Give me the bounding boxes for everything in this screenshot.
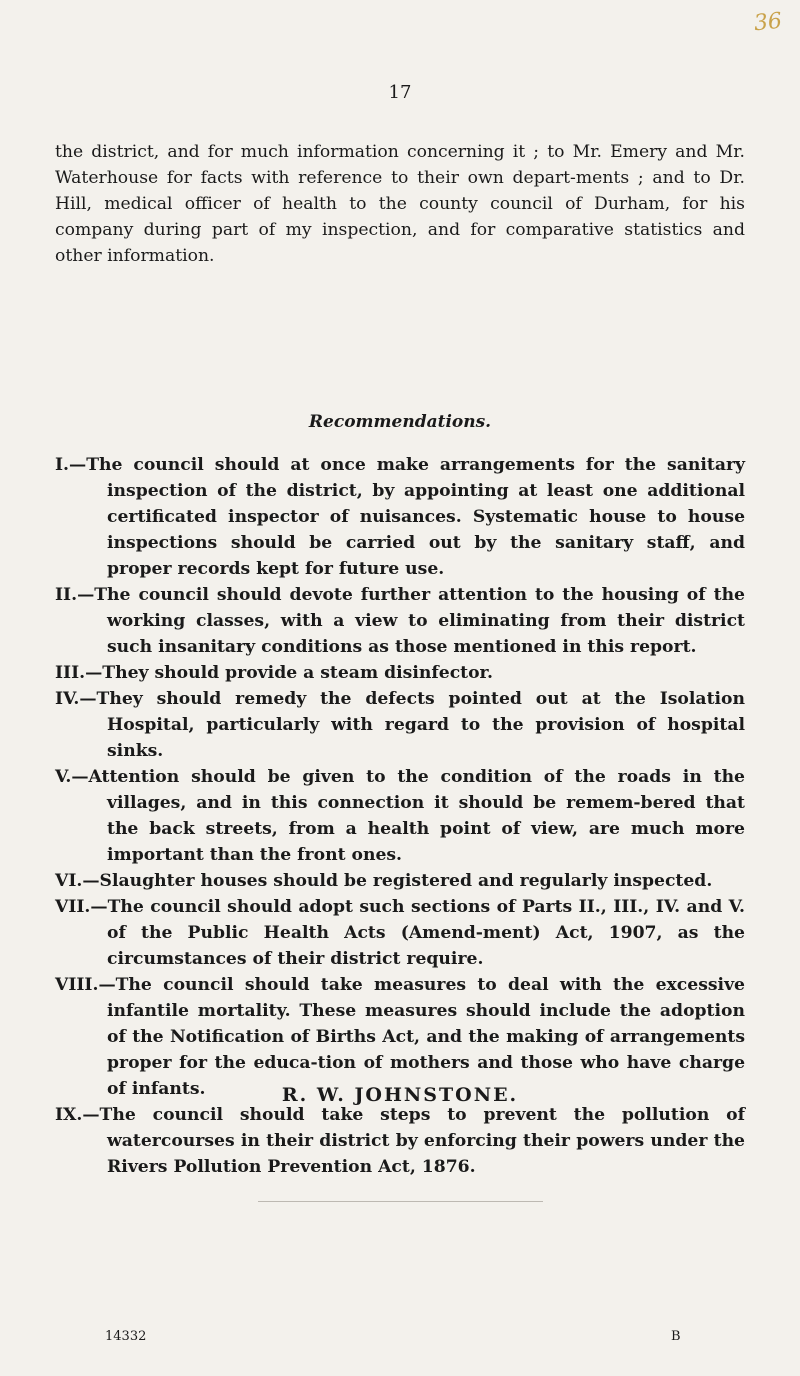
page-number: 17 [388, 82, 412, 103]
recommendation-9: IX.—The council should take steps to prevent the pollution of watercourses in their district by enforcing their powers under the Rivers Pollution Prevention Act, 1876. [55, 1105, 745, 1177]
recommendation-2: II.—The council should devote further attention to the housing of the working classes, with a view to eliminating from their district such insanitary conditions as those mentioned in this report. [55, 585, 745, 657]
intro-paragraph: the district, and for much information concerning it ; to Mr. Emery and Mr. Waterhouse for facts with reference to their own depart-ments ; and to Dr. Hill, medical officer of health to the county council of Durham, for his company during part of my inspection, and for comparative statistics and other information. [55, 142, 745, 267]
signature-mark: B [671, 1329, 681, 1344]
recommendation-1: I.—The council should at once make arrangements for the sanitary inspection of the district, by appointing at least one additional certificated inspector of nuisances. Systematic house to house inspections should be carried out by the sanitary staff, and proper records kept for future use. [55, 455, 745, 579]
recommendation-3: III.—They should provide a steam disinfector. [55, 663, 494, 683]
recommendations-heading: Recommendations. [308, 412, 492, 432]
recommendation-5: V.—Attention should be given to the condition of the roads in the villages, and in this connection it should be remem-bered that the back streets, from a health point of view, are much more important than the front ones. [55, 767, 745, 865]
recommendation-8: VIII.—The council should take measures to deal with the excessive infantile mortality. These measures should include the adoption of the Notification of Births Act, and the making of arrangements proper for the educa-tion of mothers and those who have charge of infants. [55, 975, 745, 1099]
author-signature: R. W. JOHNSTONE. [281, 1084, 519, 1106]
recommendation-6: VI.—Slaughter houses should be registered and regularly inspected. [55, 871, 713, 891]
recommendation-4: IV.—They should remedy the defects pointed out at the Isolation Hospital, particularly with regard to the provision of hospital sinks. [55, 689, 745, 761]
divider-rule [258, 1201, 543, 1202]
handwritten-annotation: 36 [752, 8, 784, 37]
recommendations-list [55, 452, 745, 1180]
recommendation-7: VII.—The council should adopt such sections of Parts II., III., IV. and V. of the Public Health Acts (Amend-ment) Act, 1907, as the circumstances of their district require. [55, 897, 745, 969]
print-number: 14332 [105, 1329, 147, 1344]
